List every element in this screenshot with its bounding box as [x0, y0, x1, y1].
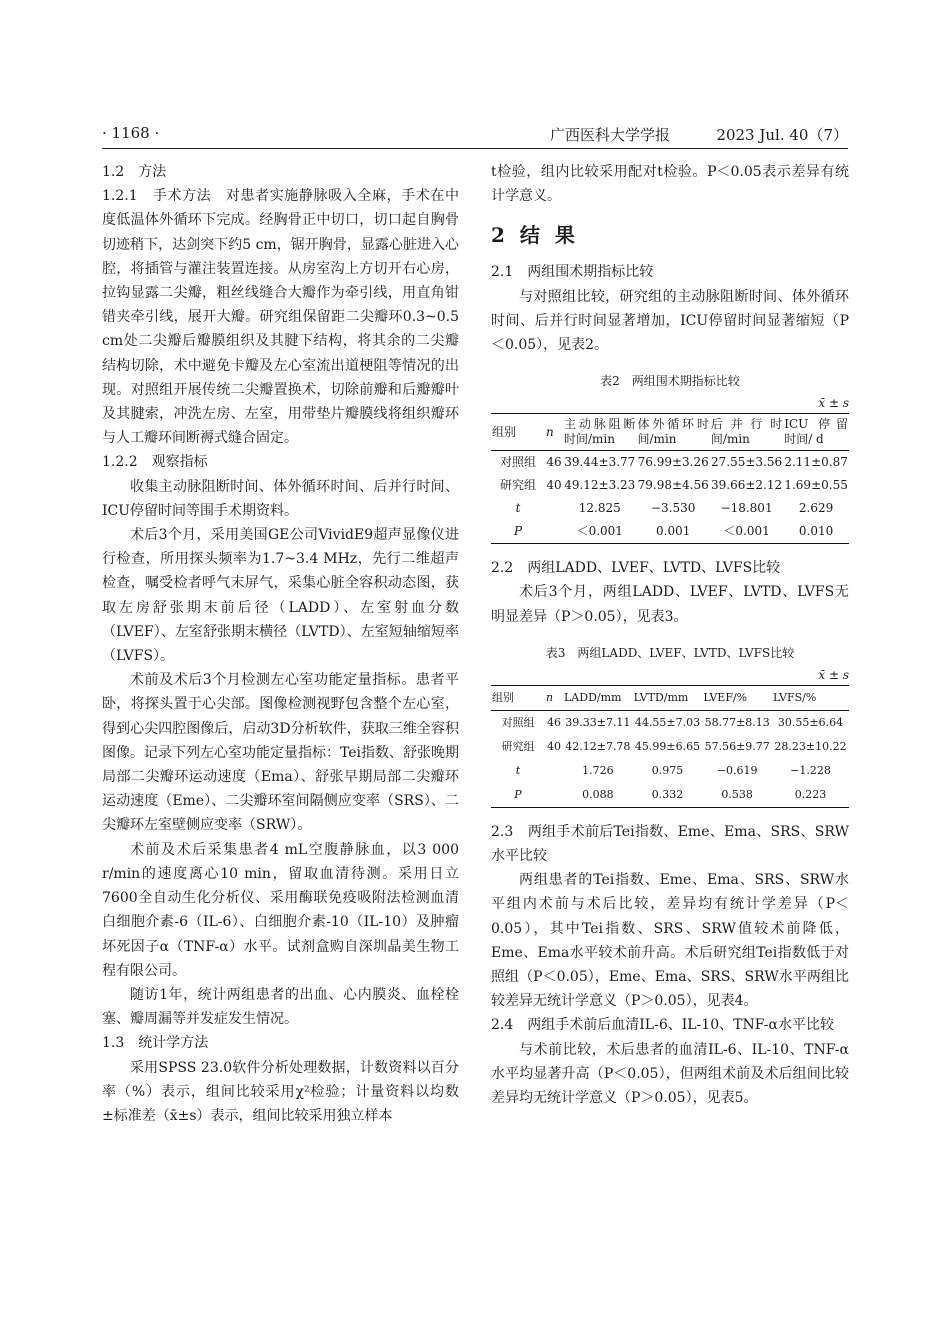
table-cell: 12.825 [578, 501, 621, 516]
paragraph: 术后3个月，采用美国GE公司VividE9超声显像仪进行检查，所用探头频率为1.7~3.4 MHz，先行二维超声检查，嘱受检者呼气末屏气，采集心脏全容积动态图，获取左房舒张期末前后径（LADD）、左室射血分数（LVEF）、左室舒张期末横径（LVTD）、左室短轴缩短率（LVFS）。 [102, 527, 459, 665]
paragraph: 与术前比较，术后患者的血清IL-6、IL-10、TNF-α水平均显著升高（P＜0.05），但两组术前及术后组间比较差异均无统计学意义（P＞0.05），见表5。 [491, 1041, 849, 1107]
table-row [491, 497, 849, 520]
table-cell: 39.66±2.12 [710, 478, 783, 493]
table-2-note: x̄ ± s [818, 396, 849, 411]
table-cell: 2.629 [798, 501, 834, 516]
table-3 [491, 685, 849, 808]
table-cell: 28.23±10.22 [774, 739, 847, 753]
table-cell: 49.12±3.23 [564, 478, 636, 493]
results-heading: 2 结 果 [491, 223, 579, 248]
table-cell: 79.98±4.56 [637, 478, 709, 493]
table-cell: 27.55±3.56 [710, 455, 783, 470]
table-cell: 45.99±6.65 [634, 739, 701, 753]
table-cell: P [514, 787, 522, 801]
col-header: ICU 停留时间/ d [783, 414, 849, 451]
table-cell: 46 [546, 455, 562, 470]
page-number: · 1168 · [102, 124, 160, 142]
table-row [491, 710, 849, 735]
table-header-row [491, 414, 849, 451]
table-row [491, 451, 849, 475]
section-2-2-heading: 2.2 两组LADD、LVEF、LVTD、LVFS比较 [491, 560, 781, 577]
section-2-3-heading: 2.3 两组手术前后Tei指数、Eme、Ema、SRS、SRW水平比较 [491, 823, 849, 865]
section-2-4-heading: 2.4 两组手术前后血清IL-6、IL-10、TNF-α水平比较 [491, 1017, 834, 1034]
section-1-2-1-paragraph: 1.2.1 手术方法 对患者实施静脉吸入全麻，手术在中度低温体外循环下完成。经胸骨正中切口，切口起自胸骨切迹稍下，达剑突下约5 cm，锯开胸骨，显露心脏进入心腔，将插管与灌注装置连接。从房室沟上方切开右心房，拉钩显露二尖瓣，粗丝线缝合大瓣作为牵引线，用直角钳错夹牵引线，展开大瓣。研究组保留距二尖瓣环0.3~0.5 cm处二尖瓣后瓣膜组织及其腱下结构，将其余的二尖瓣结构切除，术中避免卡瓣及左心室流出道梗阻等情况的出现。对照组开展传统二尖瓣置换术，切除前瓣和后瓣瓣叶及其腱索，冲洗左房、左室，用带垫片瓣膜线将组织瓣环与人工瓣环间断褥式缝合固定。 [102, 188, 459, 447]
section-1-2-heading: 1.2 方法 [102, 164, 167, 180]
col-header: 主动脉阻断时间/min [563, 414, 637, 451]
table-cell: −0.619 [716, 763, 758, 777]
col-header: 体外循环时间/min [637, 414, 710, 451]
paragraph: 随访1年，统计两组患者的出血、心内膜炎、血栓栓塞、瓣周漏等并发症发生情况。 [102, 986, 459, 1028]
col-header: 组别 [491, 414, 545, 451]
table-cell: 0.332 [651, 787, 684, 801]
section-1-3-heading: 1.3 统计学方法 [102, 1035, 209, 1052]
paragraph: 采用SPSS 23.0软件分析处理数据，计数资料以百分率（%）表示，组间比较采用χ²检验；计量资料以均数±标准差（x̄±s）表示，组间比较采用独立样本 [102, 1059, 459, 1124]
col-header: LADD/mm [563, 685, 633, 710]
table-cell: −18.801 [720, 501, 773, 516]
table-cell: 58.77±8.13 [704, 715, 770, 729]
table-cell: 46 [547, 715, 561, 729]
col-header: n [545, 414, 563, 451]
left-column [102, 160, 459, 1128]
table-cell: ＜0.001 [723, 524, 770, 539]
col-header: n [545, 685, 563, 710]
paragraph: t检验，组内比较采用配对t检验。P＜0.05表示差异有统计学意义。 [491, 164, 849, 205]
col-header: LVFS/% [772, 685, 849, 710]
table-row [491, 783, 849, 808]
table-cell: 76.99±3.26 [637, 455, 709, 470]
paragraph: 收集主动脉阻断时间、体外循环时间、后并行时间、ICU停留时间等围手术期资料。 [102, 478, 459, 519]
table-header-row [491, 685, 849, 710]
right-column [491, 160, 849, 1110]
table-cell: 40 [547, 739, 561, 753]
table-row [491, 735, 849, 759]
col-header: LVTD/mm [633, 685, 703, 710]
table-cell: t [515, 763, 521, 777]
table-cell: 对照组 [501, 715, 535, 729]
table-2 [491, 413, 849, 544]
section-1-2-2-heading: 1.2.2 观察指标 [102, 454, 208, 471]
table-cell: 30.55±6.64 [777, 715, 844, 729]
paragraph: 术前及术后采集患者4 mL空腹静脉血，以3 000 r/min的速度离心10 min，留取血清待测。采用日立7600全自动生化分析仪、采用酶联免疫吸附法检测血清白细胞介素-6（IL-6）、白细胞介素-10（IL-10）及肿瘤坏死因子α（TNF-α）水平。试剂盒购自深圳晶美生物工程有限公司。 [102, 841, 459, 979]
table-cell: 57.56±9.77 [704, 739, 770, 753]
section-2-1-heading: 2.1 两组围术期指标比较 [491, 264, 654, 281]
page-header [102, 122, 848, 149]
table-cell: 2.11±0.87 [784, 455, 848, 470]
table-cell: 0.010 [798, 524, 834, 539]
table-cell [545, 783, 563, 808]
table-cell: t [515, 501, 521, 516]
paragraph: 术前及术后3个月检测左心室功能定量指标。患者平卧，将探头置于心尖部。图像检测视野包含整个左心室，得到心尖四腔图像后，启动3D分析软件，获取三维全容积图像。记录下列左心室功能定量指标：Tei指数、舒张晚期局部二尖瓣环运动速度（Ema）、舒张早期局部二尖瓣环运动速度（Eme）、二尖瓣环室间隔侧应变率（SRS）、二尖瓣环左室壁侧应变率（SRW）。 [102, 672, 460, 834]
col-header: LVEF/% [702, 685, 772, 710]
table-cell: −1.228 [790, 763, 831, 777]
table-2-caption: 表2 两组围术期指标比较 [600, 374, 740, 389]
table-cell [545, 520, 563, 544]
journal-name: 广西医科大学学报 [550, 126, 671, 144]
table-cell: 42.12±7.78 [565, 739, 631, 753]
table-3-note: x̄ ± s [818, 667, 849, 682]
table-cell: 对照组 [499, 455, 536, 470]
table-cell: 0.223 [794, 787, 827, 801]
paragraph: 两组患者的Tei指数、Eme、Ema、SRS、SRW水平组内术前与术后比较，差异均有统计学差异（P＜0.05），其中Tei指数、SRS、SRW值较术前降低，Eme、Ema水平较术前升高。术后研究组Tei指数低于对照组（P＜0.05），Eme、Ema、SRS、SRW水平两组比较差异无统计学意义（P＞0.05），见表4。 [491, 872, 849, 1010]
table-row [491, 474, 849, 497]
table-cell: 39.33±7.11 [565, 715, 631, 729]
col-header: 组别 [491, 685, 545, 710]
table-cell: 0.538 [721, 787, 753, 801]
table-cell: 1.726 [582, 763, 614, 777]
table-cell: −3.530 [651, 501, 696, 516]
table-3-caption: 表3 两组LADD、LVEF、LVTD、LVFS比较 [545, 645, 795, 660]
col-header: 后并行时间/min [710, 414, 783, 451]
table-cell: 1.69±0.55 [784, 478, 848, 493]
table-cell: 研究组 [501, 739, 535, 753]
table-cell: 0.001 [656, 524, 691, 539]
table-cell [545, 759, 563, 783]
table-cell [545, 497, 563, 520]
table-cell: 40 [546, 478, 562, 493]
table-cell: 0.975 [651, 763, 684, 777]
journal-volume: 2023 Jul. 40（7） [716, 126, 848, 144]
table-cell: 39.44±3.77 [564, 455, 636, 470]
table-row [491, 759, 849, 783]
table-cell: 0.088 [582, 787, 614, 801]
table-cell: 44.55±7.03 [634, 715, 701, 729]
table-cell: 研究组 [499, 478, 536, 493]
paragraph: 与对照组比较，研究组的主动脉阻断时间、体外循环时间、后并行时间显著增加，ICU停留时间显著缩短（P＜0.05），见表2。 [491, 288, 849, 354]
table-cell: ＜0.001 [576, 524, 623, 539]
paragraph: 术后3个月，两组LADD、LVEF、LVTD、LVFS无明显差异（P＞0.05），见表3。 [491, 584, 849, 625]
table-cell: P [513, 524, 523, 539]
table-row [491, 520, 849, 544]
